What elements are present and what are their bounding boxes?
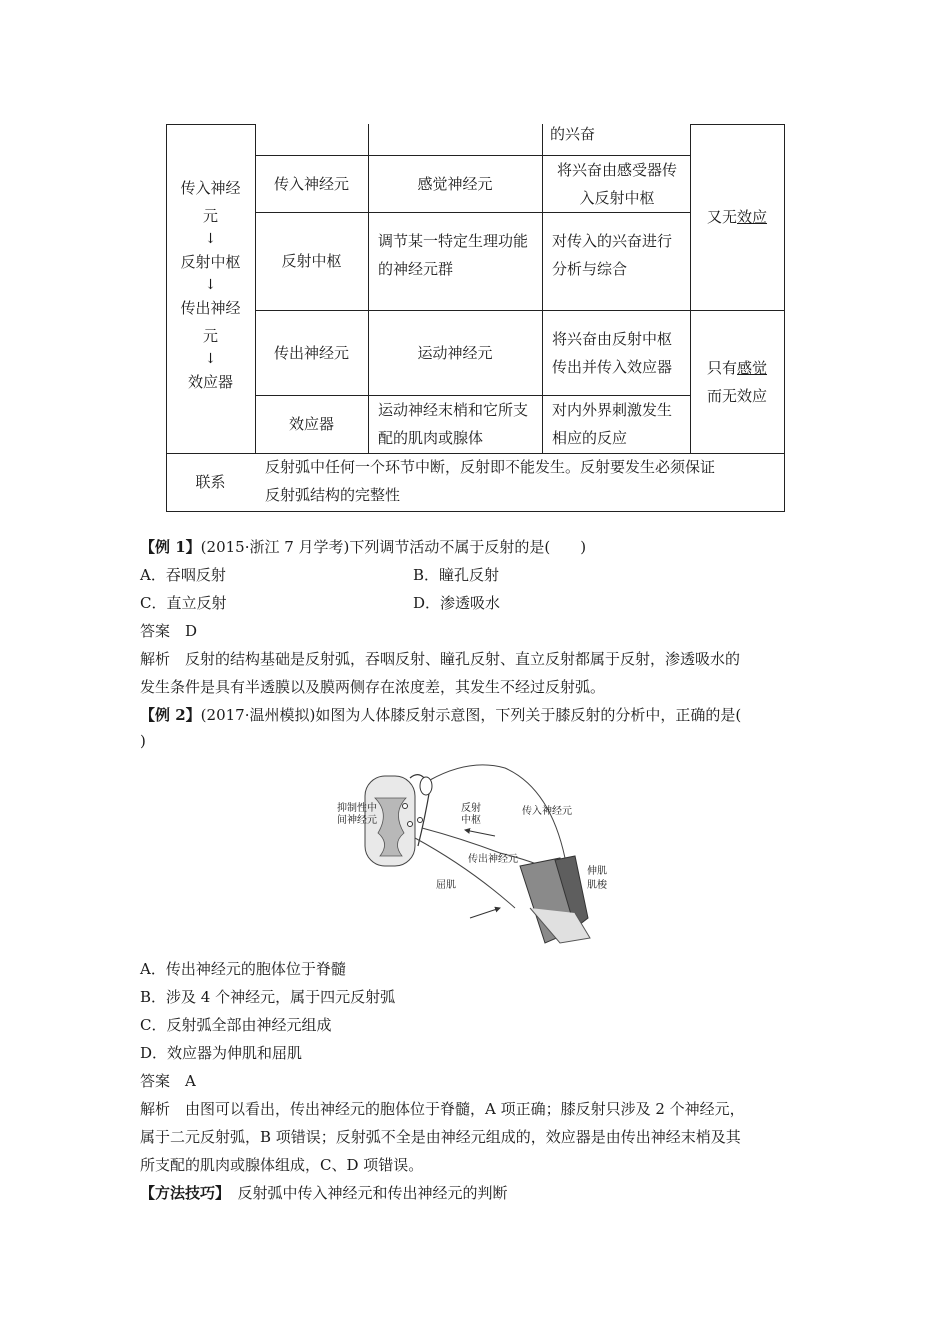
- figure-label-inhib: [337, 803, 377, 827]
- example1-option-d: D．渗透吸水: [413, 594, 501, 612]
- label-flexor: 屈肌: [436, 880, 456, 891]
- label-spindle: 肌梭: [587, 880, 607, 891]
- row-afferent-name: 传入神经元: [273, 174, 349, 193]
- partial-text: 的兴奋: [550, 125, 596, 143]
- arrow-icon: [470, 908, 500, 918]
- label-efferent: 传出神经元: [468, 854, 518, 865]
- row-efferent-name: 传出神经元: [273, 343, 349, 362]
- down-arrow-icon: ↓: [204, 277, 217, 293]
- example1-option-b: B．瞳孔反射: [413, 566, 500, 584]
- method-tag: 【方法技巧】: [140, 1184, 223, 1202]
- relation-label: 联系: [195, 473, 226, 491]
- row-afferent-func: 将兴奋由感受器传入反射中枢: [556, 160, 677, 207]
- down-arrow-icon: ↓: [204, 351, 217, 367]
- example2-tag: 【例 2】: [140, 706, 201, 724]
- flow-efferent-2: 元: [202, 327, 218, 345]
- flow-effector: 效应器: [187, 373, 233, 391]
- flow-center: 反射中枢: [180, 253, 241, 271]
- row-effector-func: 对内外界刺激发生相应的反应: [552, 401, 673, 447]
- flow-column: [166, 155, 255, 415]
- row-center-desc: 调节某一特定生理功能的神经元群: [378, 232, 529, 278]
- figure-label-center: [461, 803, 481, 827]
- example1-option-a: A．吞咽反射: [140, 566, 226, 584]
- effect-cell-1: [690, 124, 784, 310]
- example2-analysis-2: 属于二元反射弧，B 项错误；反射弧不全是由神经元组成的，效应器是由传出神经末梢及其: [140, 1128, 741, 1146]
- label-inhib-1: 抑制性中: [337, 803, 377, 814]
- row-afferent-desc: 感觉神经元: [417, 174, 493, 193]
- example1-answer: 答案 D: [140, 622, 198, 640]
- effect-cell-2: [690, 310, 784, 453]
- effect2-underlined: 感觉: [737, 358, 768, 377]
- flow-efferent-1: 传出神经: [180, 299, 241, 317]
- row-effector-desc: 运动神经末梢和它所支配的肌肉或腺体: [378, 401, 529, 447]
- example2-stem-2: ): [140, 732, 146, 750]
- effect2-suffix: 而无效应: [706, 386, 767, 405]
- arrow-icon: [465, 830, 495, 836]
- flow-afferent-1: 传入神经: [180, 179, 241, 197]
- flexor-path: [415, 838, 515, 908]
- neuron-body: [408, 822, 413, 827]
- down-arrow-icon: ↓: [204, 231, 217, 247]
- label-inhib-2: 间神经元: [337, 815, 377, 826]
- row-efferent-desc: 运动神经元: [417, 343, 493, 362]
- example1-stem-line: [140, 536, 586, 557]
- effect1-prefix: 又无: [706, 208, 737, 226]
- example2-analysis-1: 解析 由图可以看出，传出神经元的胞体位于脊髓，A 项正确；膝反射只涉及 2 个神经元，: [140, 1100, 745, 1118]
- row-center-func: 对传入的兴奋进行分析与综合: [552, 232, 673, 278]
- relation-text: [265, 453, 780, 509]
- row-effector-name: 效应器: [288, 415, 334, 433]
- label-center-1: 反射: [461, 803, 481, 814]
- example2-option-a: A．传出神经元的胞体位于脊髓: [140, 960, 346, 978]
- example2-analysis-3: 所支配的肌肉或腺体组成，C、D 项错误。: [140, 1156, 424, 1174]
- example2-stem: (2017·温州模拟)如图为人体膝反射示意图，下列关于膝反射的分析中，正确的是(: [200, 706, 742, 724]
- example2-option-d: D．效应器为伸肌和屈肌: [140, 1044, 303, 1062]
- example1-analysis-2: 发生条件是具有半透膜以及膜两侧存在浓度差，其发生不经过反射弧。: [140, 678, 606, 696]
- label-afferent: 传入神经元: [522, 806, 572, 817]
- relation-text-line-2: 反射弧结构的完整性: [265, 486, 401, 504]
- label-center-2: 中枢: [461, 815, 481, 826]
- effect2-prefix: 只有: [706, 358, 737, 377]
- method-text: 反射弧中传入神经元和传出神经元的判断: [237, 1184, 508, 1202]
- neuron-body: [418, 818, 423, 823]
- example2-option-b: B．涉及 4 个神经元，属于四元反射弧: [140, 988, 396, 1006]
- example2-stem-line: [140, 704, 741, 725]
- relation-text-line-1: 反射弧中任何一个环节中断，反射即不能发生。反射要发生必须保证: [265, 458, 716, 476]
- effect1-underlined: 效应: [737, 208, 768, 226]
- label-extensor: 伸肌: [587, 866, 607, 877]
- row-center-name: 反射中枢: [281, 252, 342, 270]
- example2-answer: 答案 A: [140, 1072, 196, 1090]
- example1-analysis-1: 解析 反射的结构基础是反射弧，吞咽反射、瞳孔反射、直立反射都属于反射，渗透吸水的: [140, 650, 741, 668]
- flow-afferent-2: 元: [202, 207, 218, 225]
- neuron-body: [403, 804, 408, 809]
- method-line: [140, 1182, 508, 1203]
- example1-tag: 【例 1】: [140, 538, 201, 556]
- example2-option-c: C．反射弧全部由神经元组成: [140, 1016, 332, 1034]
- example1-option-c: C．直立反射: [140, 594, 227, 612]
- row-efferent-func: 将兴奋由反射中枢传出并传入效应器: [552, 329, 673, 376]
- example1-stem: (2015·浙江 7 月学考)下列调节活动不属于反射的是( ): [200, 538, 587, 556]
